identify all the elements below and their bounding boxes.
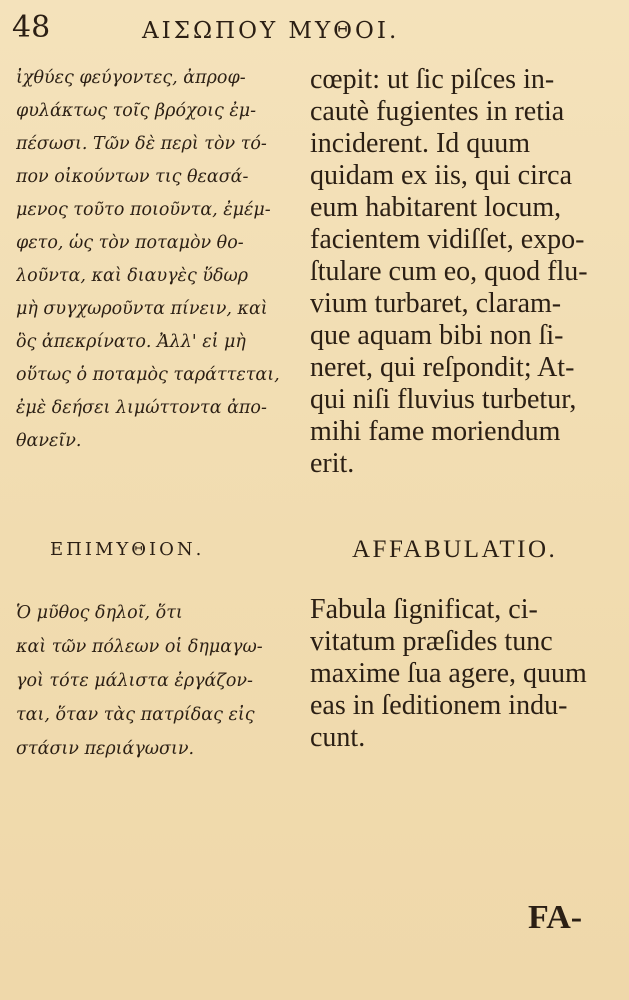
latin-moral-line: cunt. <box>310 722 366 753</box>
greek-fable-line: οὕτως ὁ ποταμὸς ταράττεται, <box>16 365 280 385</box>
greek-fable-line: πον οἰκούντων τις θεασά- <box>16 167 249 187</box>
page-number: 48 <box>12 10 51 45</box>
latin-moral-line: Fabula ſignificat, ci- <box>310 594 538 625</box>
greek-fable-line: μενος τοῦτο ποιοῦντα, ἐμέμ- <box>16 200 271 220</box>
greek-fable-line: ἐμὲ δεήσει λιμώττοντα ἀπο- <box>16 398 267 418</box>
running-title: ΑΙΣΩΠΟΥ ΜΥΘΟΙ. <box>142 18 400 44</box>
greek-fable-line: μὴ συγχωροῦντα πίνειν, καὶ <box>16 299 268 319</box>
greek-moral-line: Ὁ μῦθος δηλοῖ, ὅτι <box>16 603 183 623</box>
latin-fable-line: facientem vidiſſet, expo- <box>310 224 585 255</box>
catchword: FA- <box>528 899 583 936</box>
greek-moral-line: γοὶ τότε μάλιστα ἐργάζον- <box>16 671 253 691</box>
latin-fable-line: quidam ex iis, qui circa <box>310 160 573 191</box>
latin-fable-line: qui niſi fluvius turbetur, <box>310 384 577 415</box>
latin-fable-text <box>310 64 615 480</box>
greek-fable-line: ἰχθύες φεύγοντες, ἀπροφ- <box>16 68 246 88</box>
greek-fable-text <box>16 62 291 458</box>
greek-fable-line: θανεῖν. <box>16 431 82 451</box>
latin-moral-line: maxime ſua agere, quum <box>310 658 587 689</box>
latin-fable-line: neret, qui reſpondit; At- <box>310 352 575 383</box>
greek-moral-line: στάσιν περιάγωσιν. <box>16 739 195 759</box>
latin-fable-line: que aquam bibi non ſi- <box>310 320 564 351</box>
latin-moral-heading: AFFABULATIO. <box>352 536 558 563</box>
greek-moral-line: ται, ὅταν τὰς πατρίδας εἰς <box>16 705 255 725</box>
latin-fable-line: ſtulare cum eo, quod flu- <box>310 256 588 287</box>
greek-fable-line: πέσωσι. Τῶν δὲ περὶ τὸν τό- <box>16 134 267 154</box>
latin-moral-line: eas in ſeditionem indu- <box>310 690 568 721</box>
greek-fable-line: φυλάκτως τοῖς βρόχοις ἐμ- <box>16 101 257 121</box>
latin-moral-line: vitatum præſides tunc <box>310 626 553 657</box>
latin-fable-line: erit. <box>310 448 355 479</box>
latin-fable-line: eum habitarent locum, <box>310 192 562 223</box>
latin-moral-text <box>310 594 615 754</box>
greek-moral-heading: ΕΠΙΜΥΘΙΟΝ. <box>50 539 205 560</box>
greek-moral-text <box>16 596 291 766</box>
greek-moral-line: καὶ τῶν πόλεων οἱ δημαγω- <box>16 637 263 657</box>
running-head <box>12 10 617 50</box>
latin-fable-line: vium turbaret, claram- <box>310 288 562 319</box>
greek-fable-line: ὃς ἀπεκρίνατο. Ἀλλ' εἰ μὴ <box>16 332 246 352</box>
latin-fable-line: mihi fame moriendum <box>310 416 561 447</box>
latin-fable-line: cœpit: ut ſic piſces in- <box>310 64 555 95</box>
greek-fable-line: λοῦντα, καὶ διαυγὲς ὕδωρ <box>16 266 249 286</box>
latin-fable-line: cautè fugientes in retia <box>310 96 565 127</box>
latin-fable-line: inciderent. Id quum <box>310 128 531 159</box>
greek-fable-line: φετο, ὡς τὸν ποταμὸν θο- <box>16 233 244 253</box>
